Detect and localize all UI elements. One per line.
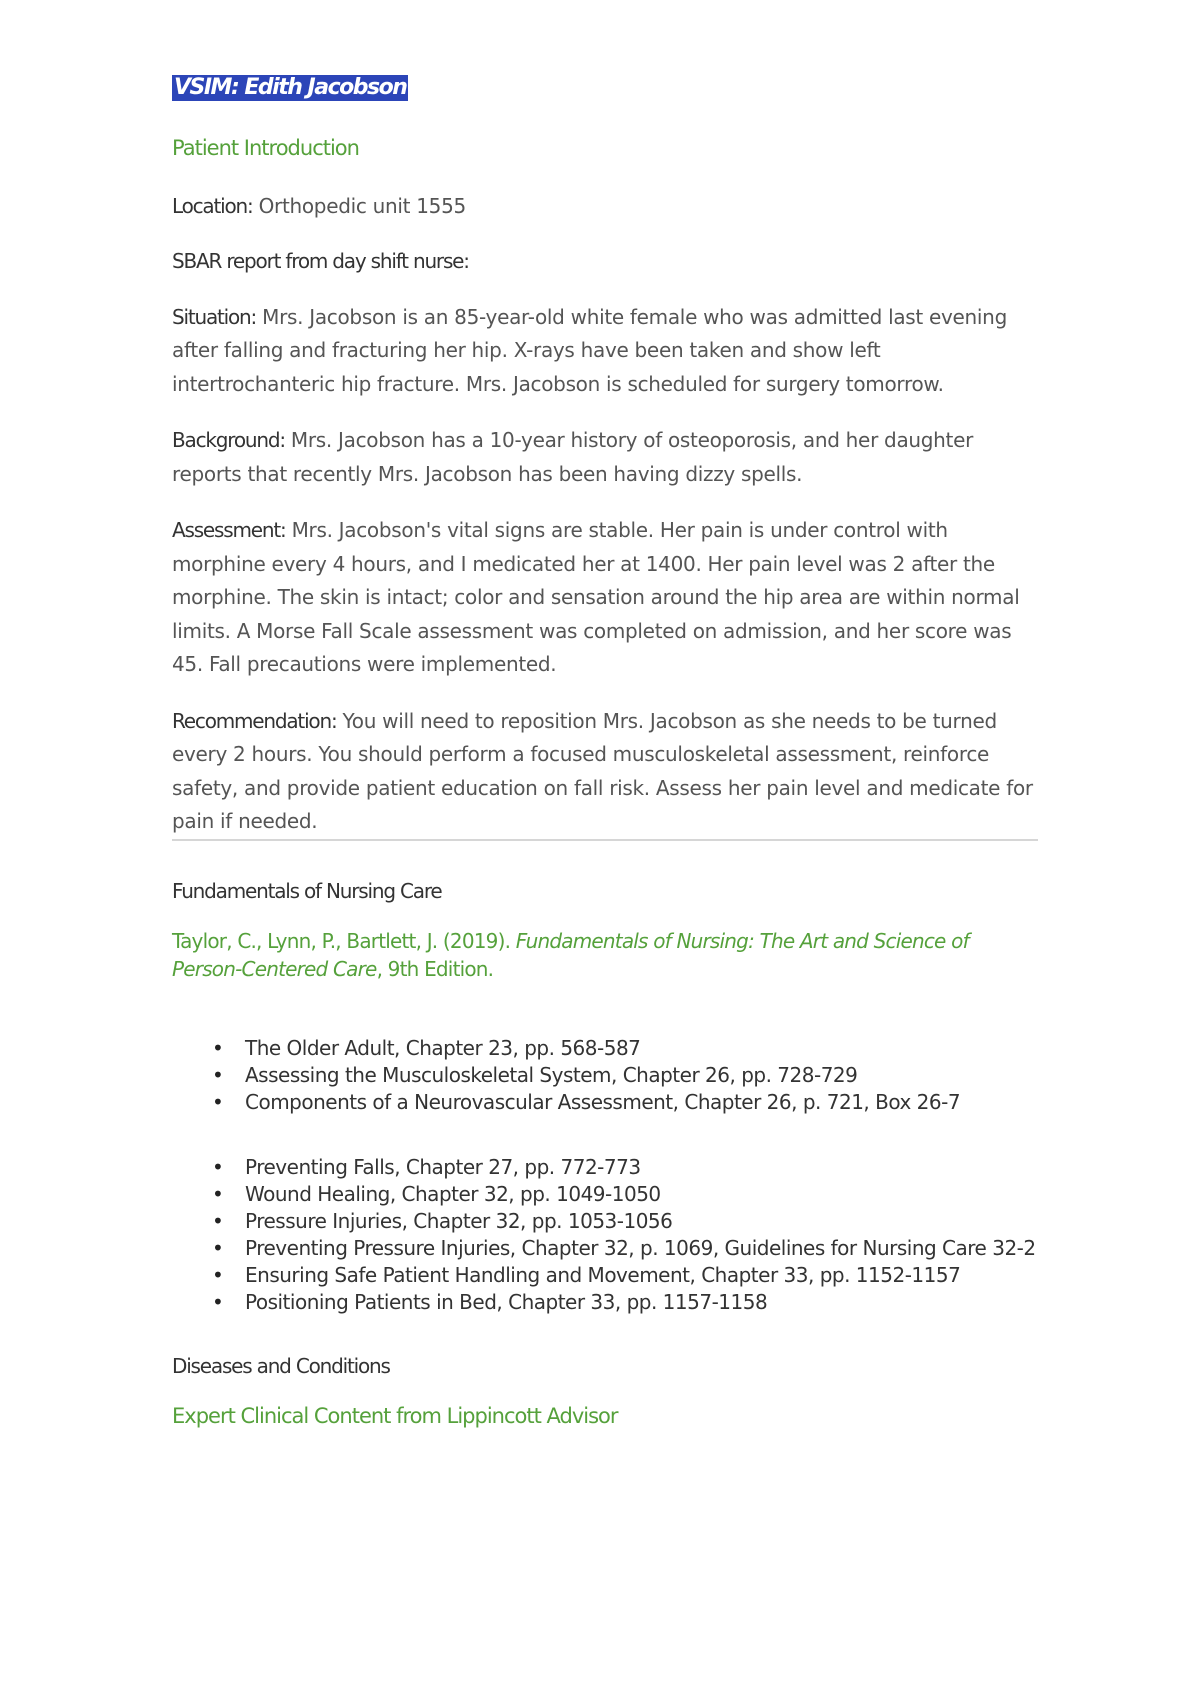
list-item: • Preventing Falls, Chapter 27, pp. 772-773 [212,1154,641,1179]
list-item: • Preventing Pressure Injuries, Chapter 32, p. 1069, Guidelines for Nursing Care 32-2 [212,1235,1036,1260]
citation-edition: , 9th Edition. [376,956,494,981]
bullet-icon: • [212,1181,224,1206]
patient-introduction-heading: Patient Introduction [172,136,359,160]
citation-authors: Taylor, C., Lynn, P., Bartlett, J. (2019). [172,928,516,953]
lippincott-advisor-link[interactable]: Expert Clinical Content from Lippincott Advisor [172,1403,618,1428]
list-item: • The Older Adult, Chapter 23, pp. 568-587 [212,1035,641,1060]
assessment-text: Mrs. Jacobson's vital signs are stable. Her pain is under control with morphine every 4 hours, and I medicated her at 1400. Her pain level was 2 after the morphine. The skin is intact; color and sensation around the hip area are within normal limits. A Morse Fall Scale assessment was completed on admission, and her score was 45. Fall precautions were implemented. [172,518,1020,676]
situation-text: Mrs. Jacobson is an 85-year-old white female who was admitted last evening after falling and fracturing her hip. X-rays have been taken and show left intertrochanteric hip fracture. Mrs. Jacobson is scheduled for surgery tomorrow. [172,304,1007,396]
bullet-icon: • [212,1208,224,1233]
list-item: • Positioning Patients in Bed, Chapter 33, pp. 1157-1158 [212,1289,768,1314]
location-line [172,190,1038,224]
bullet-icon: • [212,1154,224,1179]
sbar-heading: SBAR report from day shift nurse: [172,248,469,273]
sbar-recommendation [172,705,1038,839]
recommendation-label: Recommendation: [172,708,337,733]
location-label: Location: [172,194,253,218]
list-item: • Components of a Neurovascular Assessment, Chapter 26, p. 721, Box 26-7 [212,1089,961,1114]
diseases-heading: Diseases and Conditions [172,1353,390,1378]
bullet-icon: • [212,1035,224,1060]
bullet-icon: • [212,1062,224,1087]
situation-label: Situation: [172,304,257,329]
textbook-citation[interactable] [172,927,1038,983]
citation-book-title: Fundamentals of Nursing: The Art and Science of Person-Centered Care [172,928,969,981]
list-item: • Assessing the Musculoskeletal System, Chapter 26, pp. 728-729 [212,1062,858,1087]
document-page [172,70,1038,1430]
list-item: • Wound Healing, Chapter 32, pp. 1049-1050 [212,1181,661,1206]
reference-list-1 [172,1035,1038,1116]
background-text: Mrs. Jacobson has a 10-year history of osteoporosis, and her daughter reports that recently Mrs. Jacobson has been having dizzy spells. [172,428,974,486]
location-value: Orthopedic unit 1555 [252,194,466,218]
bullet-icon: • [212,1089,224,1114]
list-item: • Ensuring Safe Patient Handling and Movement, Chapter 33, pp. 1152-1157 [212,1262,961,1287]
sbar-situation [172,301,1038,402]
title-row [172,70,1038,106]
bullet-icon: • [212,1262,224,1287]
document-title: VSIM: Edith Jacobson [174,75,407,100]
list-item: • Pressure Injuries, Chapter 32, pp. 1053-1056 [212,1208,673,1233]
fundamentals-heading: Fundamentals of Nursing Care [172,878,442,903]
sbar-assessment [172,514,1038,682]
bullet-icon: • [212,1235,224,1260]
sbar-background [172,424,1038,491]
bullet-icon: • [212,1289,224,1314]
background-label: Background: [172,428,285,452]
assessment-label: Assessment: [172,518,286,542]
reference-list-2 [172,1154,1038,1316]
recommendation-text: You will need to reposition Mrs. Jacobson as she needs to be turned every 2 hours. You should perform a focused musculoskeletal assessment, reinforce safety, and provide patient education on fall risk. Assess her pain level and medicate for pain if needed. [172,708,1033,833]
